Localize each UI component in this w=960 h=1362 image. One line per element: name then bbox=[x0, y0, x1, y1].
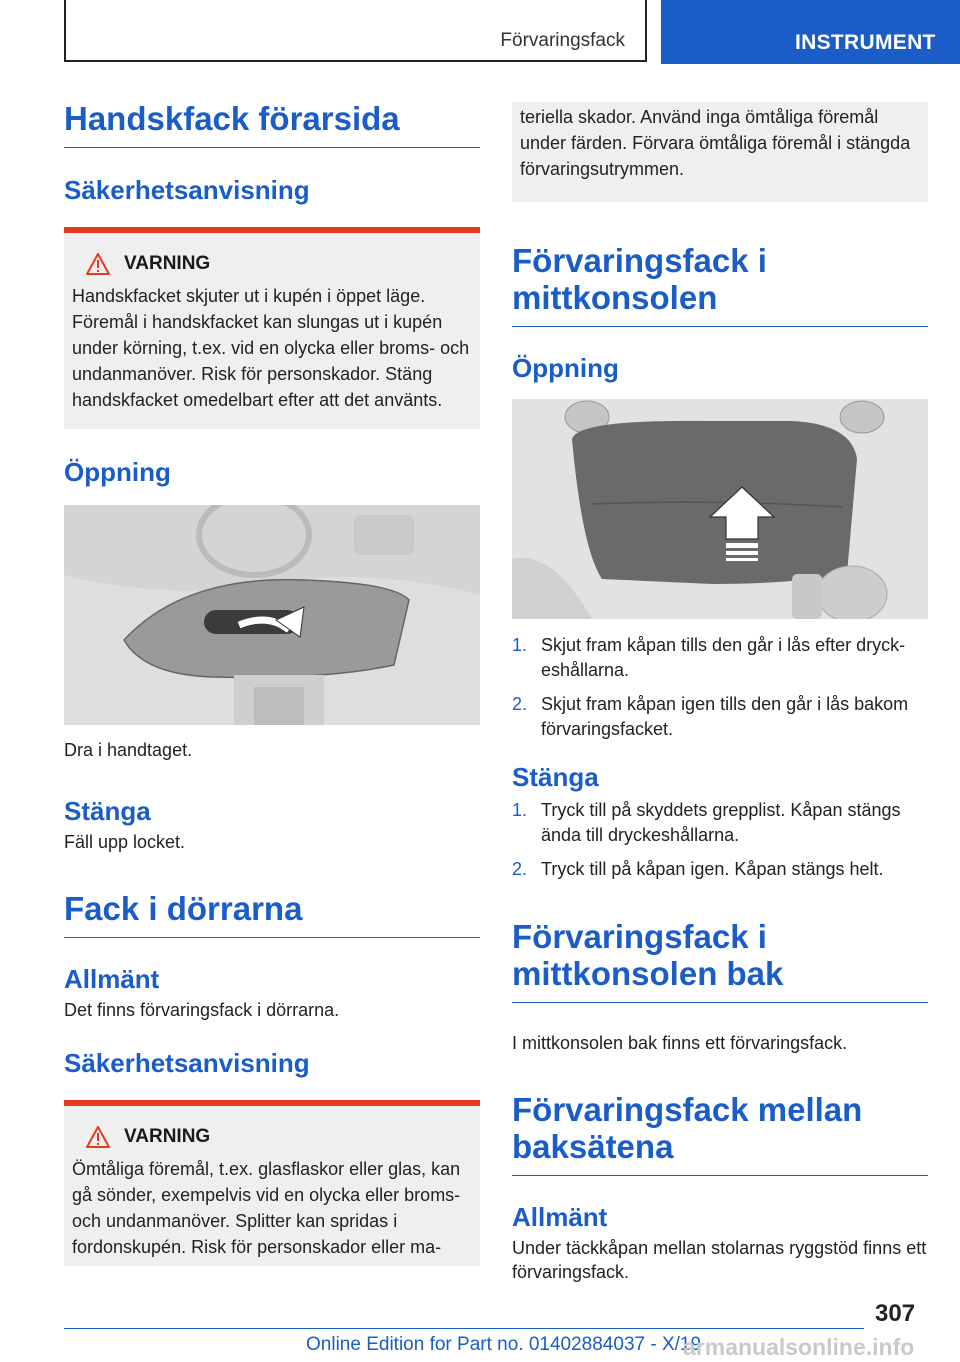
header-bar bbox=[64, 0, 647, 62]
glovebox-drawing bbox=[64, 505, 480, 725]
warning-box bbox=[64, 227, 480, 429]
between-general-heading: Allmänt bbox=[512, 1202, 608, 1232]
edition-text: Online Edition for Part no. 01402884037 - X/19 bbox=[306, 1334, 702, 1355]
warning-header-2 bbox=[72, 1126, 472, 1148]
close-text: Fäll upp locket. bbox=[64, 832, 186, 852]
general-heading: Allmänt bbox=[64, 964, 160, 994]
warning-header bbox=[72, 253, 472, 275]
warning-triangle-icon bbox=[86, 1126, 110, 1148]
glovebox-illustration bbox=[64, 505, 480, 725]
between-seats-title: Förvaringsfack mellan baksätena bbox=[512, 1091, 928, 1176]
list-item: 1. Tryck till på skyddets grepplist. Kåpan stängs ända till dryckeshållarna. bbox=[512, 800, 901, 845]
between-text: Under täckkåpan mellan stolarnas ryggstöd finns ett förvaringsfack. bbox=[512, 1238, 927, 1282]
warning-triangle-icon bbox=[86, 253, 110, 275]
section-title: Förvaringsfack bbox=[500, 30, 625, 51]
watermark: armanualsonline.info bbox=[683, 1334, 915, 1360]
close-steps-list bbox=[512, 798, 928, 882]
center-console-illustration bbox=[512, 399, 928, 619]
general-text: Det finns förvaringsfack i dörrarna. bbox=[64, 1000, 340, 1020]
right-column bbox=[512, 102, 928, 1284]
left-column bbox=[64, 100, 480, 1266]
warning-text-2: Ömtåliga föremål, t.ex. glasflaskor eller glas, kan gå sönder, exempelvis vid en olycka eller broms- och undanmanöver. Splitter kan spridas i fordonskupén. Risk för personskador eller ma- bbox=[72, 1159, 461, 1257]
open-heading: Öppning bbox=[64, 457, 171, 487]
safety-heading: Säkerhetsanvisning bbox=[64, 175, 310, 205]
chapter-tab[interactable]: INSTRUMENT bbox=[661, 0, 960, 64]
warning-continuation: teriella skador. Använd inga ömtåliga föremål under färden. Förvara ömtåliga föremål i stängda förvaringsutrymmen. bbox=[512, 102, 928, 202]
doors-title: Fack i dörrarna bbox=[64, 890, 480, 938]
footer-divider bbox=[64, 1328, 864, 1329]
warning-text: Handskfacket skjuter ut i kupén i öppet läge. Föremål i handskfacket kan slungas ut i kupén under körning, t.ex. vid en olycka eller broms- och undanmanöver. Risk för personskador. Stäng handskfacket omedelbart efter att det använts. bbox=[72, 286, 470, 410]
list-item: 1. Skjut fram kåpan tills den går i lås efter dryckeshållarna. bbox=[512, 635, 906, 680]
warning-label: VARNING bbox=[124, 253, 211, 274]
warning-box-2 bbox=[64, 1100, 480, 1266]
center-console-drawing bbox=[512, 399, 928, 619]
list-item: 2. Skjut fram kåpan igen tills den går i lås bakom förvaringsfacket. bbox=[512, 694, 909, 739]
list-item: 2. Tryck till på kåpan igen. Kåpan stängs helt. bbox=[512, 859, 884, 879]
warning-label-2: VARNING bbox=[124, 1126, 211, 1147]
close-heading: Stänga bbox=[64, 796, 151, 826]
open-caption: Dra i handtaget. bbox=[64, 740, 193, 760]
glovebox-title: Handskfack förarsida bbox=[64, 100, 480, 148]
open-steps-list bbox=[512, 633, 928, 742]
center-console-title: Förvaringsfack i mittkonsolen bbox=[512, 242, 928, 327]
center-open-heading: Öppning bbox=[512, 353, 619, 383]
rear-console-title: Förvaringsfack i mittkonsolen bak bbox=[512, 918, 928, 1003]
rear-console-text: I mittkonsolen bak finns ett förvaringsfack. bbox=[512, 1033, 848, 1053]
safety2-heading: Säkerhetsanvisning bbox=[64, 1048, 310, 1078]
center-close-heading: Stänga bbox=[512, 762, 599, 792]
page-number: 307 bbox=[875, 1300, 916, 1327]
